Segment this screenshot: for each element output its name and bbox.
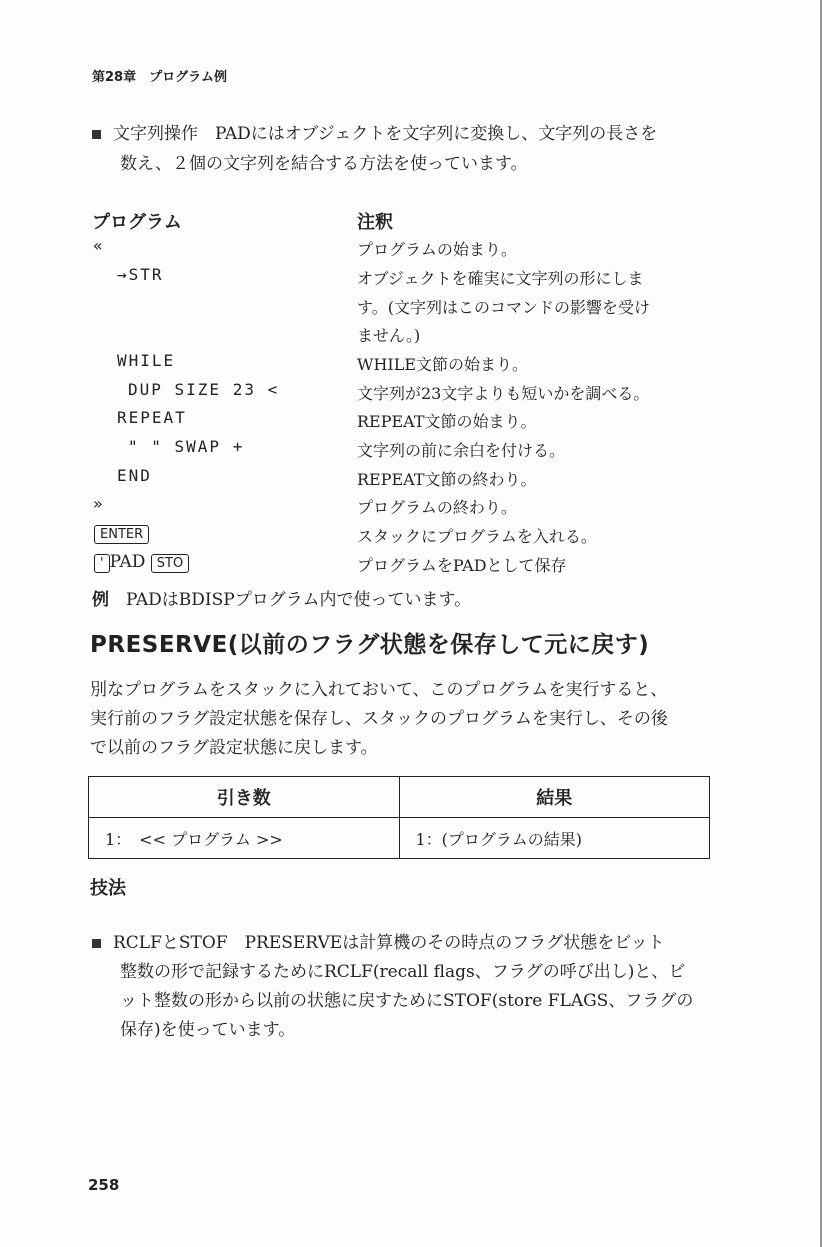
bullet-icon [92,939,101,948]
results-header: 結果 [399,777,710,818]
section-title: PRESERVE(以前のフラグ状態を保存して元に戻す) [90,632,650,658]
section-body-line: 実行前のフラグ設定状態を保存し、スタックのプログラムを実行し、その後 [90,709,668,729]
comment-line: プログラムの終わり。 [357,498,517,517]
pad-name: PAD [109,552,146,572]
technique-line: 保存)を使っています。 [120,1020,296,1040]
enter-keystroke [94,523,149,544]
comment-line: 文字列が23文字よりも短いかを調べる。 [357,384,650,403]
comment-line: WHILE文節の始まり。 [357,355,529,374]
technique-line: 整数の形で記録するためにRCLF(recall flags、フラグの呼び出し)と、ビ [120,962,686,982]
store-keystrokes [94,552,189,573]
quote-key: ' [94,554,110,573]
program-line: » [93,494,105,513]
argument-cell: 1： << プログラム >> [89,818,400,859]
technique-line: ット整数の形から以前の状態に戻すためにSTOF(store FLAGS、フラグの [120,991,694,1011]
comment-line: ません。) [357,326,421,345]
comment-line: プログラムをPADとして保存 [357,556,567,575]
program-column-heading: プログラム [92,212,182,233]
program-line: END [117,466,152,485]
intro-line-2: 数え、２個の文字列を結合する方法を使っています。 [120,154,528,174]
program-line: " " SWAP + [128,437,245,456]
sto-key: STO [151,554,189,573]
arguments-header: 引き数 [89,777,400,818]
section-body-line: で以前のフラグ設定状態に戻します。 [90,738,378,758]
example-line [92,586,471,615]
comment-line: 文字列の前に余白を付ける。 [357,441,566,460]
table-header-row [89,777,710,818]
enter-key: ENTER [94,525,149,544]
arguments-results-table [88,776,710,859]
comment-line: プログラムの始まり。 [357,240,517,259]
comment-line: REPEAT文節の終わり。 [357,470,537,489]
example-text: PADはBDISPプログラム内で使っています。 [126,590,472,610]
program-line: WHILE [117,351,176,370]
technique-line-1: RCLFとSTOF PRESERVEは計算機のその時点のフラグ状態をビット [92,929,665,958]
table-row [89,818,710,859]
result-cell: 1：(プログラムの結果) [399,818,710,859]
comment-column-heading: 注釈 [357,212,393,233]
running-header: 第28章 プログラム例 [92,70,227,85]
program-line: « [93,236,105,255]
intro-line-1: 文字列操作 PADにはオブジェクトを文字列に変換し、文字列の長さを [92,120,657,149]
bullet-icon [92,130,101,139]
comment-line: オブジェクトを確実に文字列の形にしま [357,269,644,288]
program-line: →STR [117,265,164,284]
comment-line: スタックにプログラムを入れる。 [357,527,597,546]
example-label: 例 [92,590,109,610]
section-body-line: 別なプログラムをスタックに入れておいて、このプログラムを実行すると、 [90,680,668,700]
comment-line: す。(文字列はこのコマンドの影響を受け [357,298,650,317]
technique-heading: 技法 [90,878,126,899]
page-number: 258 [88,1176,120,1194]
comment-line: REPEAT文節の始まり。 [357,412,537,431]
program-line: REPEAT [117,408,187,427]
program-line: DUP SIZE 23 < [128,380,280,399]
